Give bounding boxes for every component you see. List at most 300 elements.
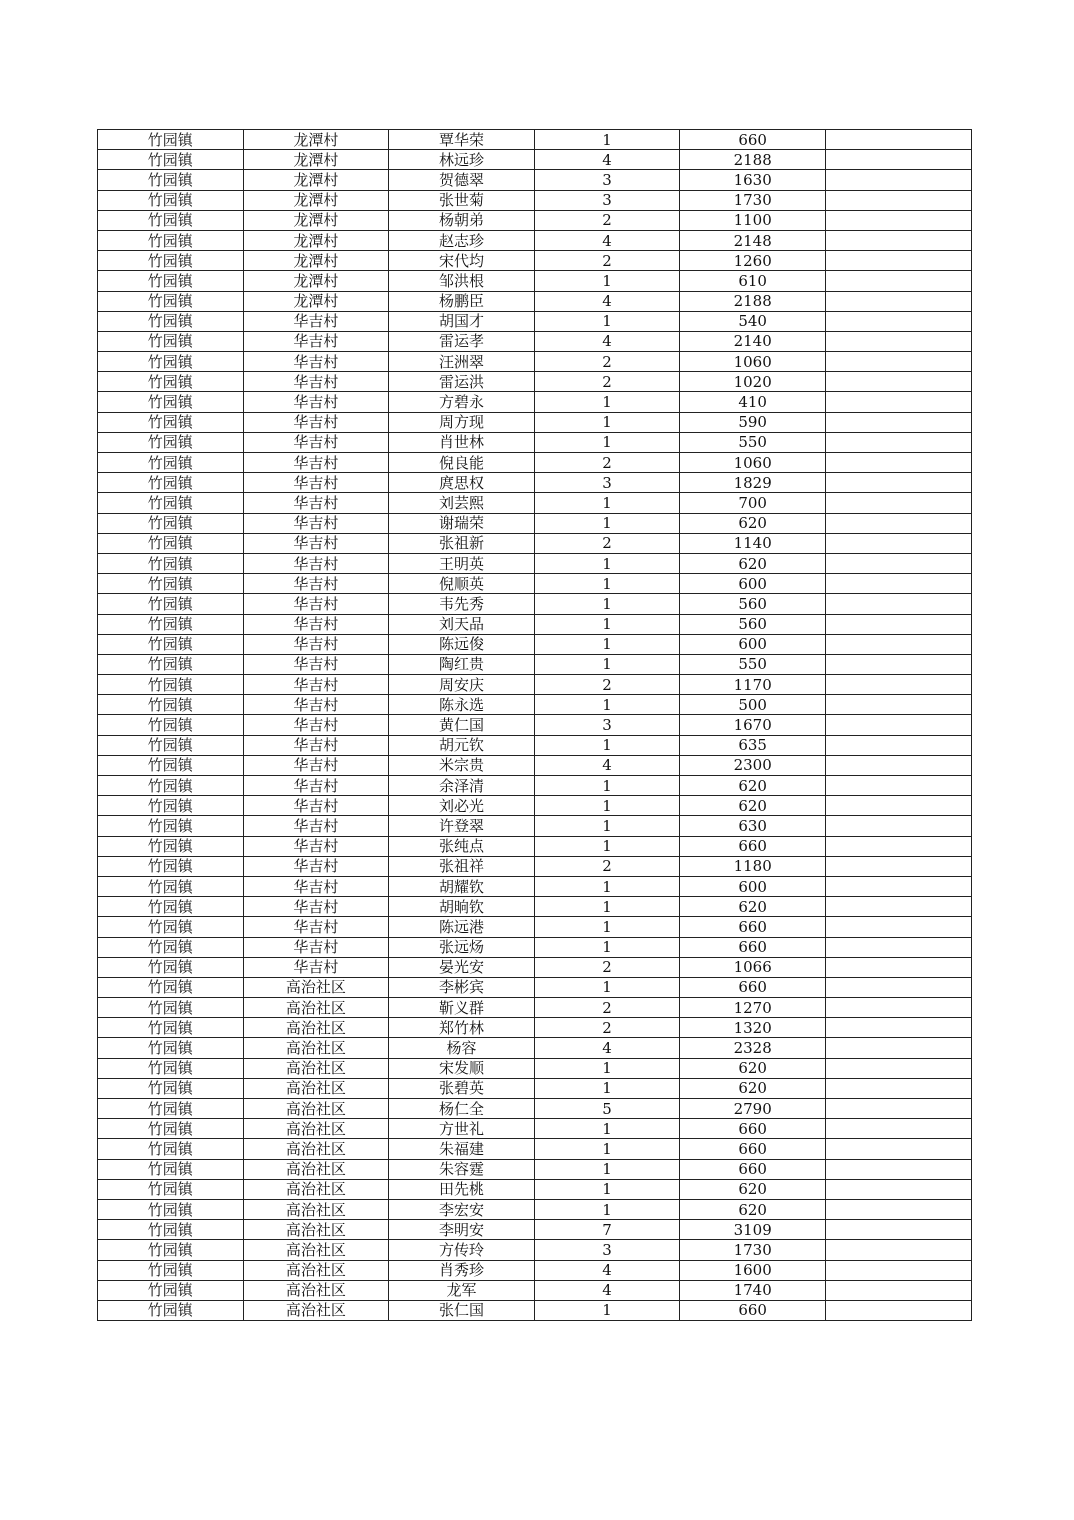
- amount-cell: 1730: [680, 190, 826, 210]
- amount-cell: 410: [680, 392, 826, 412]
- count-cell: 7: [534, 1220, 680, 1240]
- count-cell: 1: [534, 876, 680, 896]
- village-cell: 华吉村: [243, 755, 389, 775]
- count-cell: 1: [534, 695, 680, 715]
- table-row: [98, 1220, 972, 1240]
- count-cell: 1: [534, 1078, 680, 1098]
- note-cell: [825, 816, 971, 836]
- amount-cell: 1670: [680, 715, 826, 735]
- town-cell: 竹园镇: [98, 776, 244, 796]
- table-row: [98, 735, 972, 755]
- count-cell: 4: [534, 755, 680, 775]
- town-cell: 竹园镇: [98, 796, 244, 816]
- village-cell: 华吉村: [243, 352, 389, 372]
- count-cell: 5: [534, 1099, 680, 1119]
- note-cell: [825, 1199, 971, 1219]
- village-cell: 华吉村: [243, 311, 389, 331]
- note-cell: [825, 1119, 971, 1139]
- name-cell: 周安庆: [389, 675, 535, 695]
- count-cell: 2: [534, 453, 680, 473]
- town-cell: 竹园镇: [98, 574, 244, 594]
- note-cell: [825, 130, 971, 150]
- table-row: [98, 1159, 972, 1179]
- note-cell: [825, 614, 971, 634]
- name-cell: 邹洪根: [389, 271, 535, 291]
- note-cell: [825, 331, 971, 351]
- amount-cell: 1320: [680, 1018, 826, 1038]
- count-cell: 4: [534, 1260, 680, 1280]
- name-cell: 陈永选: [389, 695, 535, 715]
- village-cell: 华吉村: [243, 836, 389, 856]
- town-cell: 竹园镇: [98, 473, 244, 493]
- village-cell: 龙潭村: [243, 271, 389, 291]
- count-cell: 1: [534, 311, 680, 331]
- village-cell: 华吉村: [243, 695, 389, 715]
- note-cell: [825, 654, 971, 674]
- data-table: [97, 129, 972, 1321]
- amount-cell: 660: [680, 937, 826, 957]
- town-cell: 竹园镇: [98, 816, 244, 836]
- name-cell: 许登翠: [389, 816, 535, 836]
- amount-cell: 660: [680, 836, 826, 856]
- table-row: [98, 654, 972, 674]
- amount-cell: 1740: [680, 1280, 826, 1300]
- village-cell: 高治社区: [243, 998, 389, 1018]
- town-cell: 竹园镇: [98, 291, 244, 311]
- note-cell: [825, 432, 971, 452]
- name-cell: 朱容霆: [389, 1159, 535, 1179]
- village-cell: 华吉村: [243, 735, 389, 755]
- amount-cell: 1630: [680, 170, 826, 190]
- name-cell: 张远炀: [389, 937, 535, 957]
- note-cell: [825, 513, 971, 533]
- town-cell: 竹园镇: [98, 735, 244, 755]
- town-cell: 竹园镇: [98, 1119, 244, 1139]
- count-cell: 1: [534, 1058, 680, 1078]
- name-cell: 宋发顺: [389, 1058, 535, 1078]
- town-cell: 竹园镇: [98, 654, 244, 674]
- name-cell: 宋代均: [389, 251, 535, 271]
- name-cell: 庹思权: [389, 473, 535, 493]
- note-cell: [825, 1159, 971, 1179]
- village-cell: 华吉村: [243, 331, 389, 351]
- count-cell: 2: [534, 675, 680, 695]
- village-cell: 华吉村: [243, 513, 389, 533]
- table-row: [98, 1300, 972, 1320]
- name-cell: 靳义群: [389, 998, 535, 1018]
- note-cell: [825, 412, 971, 432]
- count-cell: 1: [534, 836, 680, 856]
- count-cell: 1: [534, 776, 680, 796]
- note-cell: [825, 1078, 971, 1098]
- table-row: [98, 311, 972, 331]
- table-row: [98, 977, 972, 997]
- table-row: [98, 998, 972, 1018]
- count-cell: 1: [534, 574, 680, 594]
- name-cell: 李宏安: [389, 1199, 535, 1219]
- note-cell: [825, 1018, 971, 1038]
- amount-cell: 590: [680, 412, 826, 432]
- name-cell: 方碧永: [389, 392, 535, 412]
- town-cell: 竹园镇: [98, 1159, 244, 1179]
- town-cell: 竹园镇: [98, 210, 244, 230]
- count-cell: 2: [534, 1018, 680, 1038]
- town-cell: 竹园镇: [98, 453, 244, 473]
- name-cell: 贺德翠: [389, 170, 535, 190]
- name-cell: 龙军: [389, 1280, 535, 1300]
- amount-cell: 1060: [680, 352, 826, 372]
- name-cell: 赵志珍: [389, 230, 535, 250]
- amount-cell: 620: [680, 513, 826, 533]
- name-cell: 张世菊: [389, 190, 535, 210]
- note-cell: [825, 251, 971, 271]
- town-cell: 竹园镇: [98, 190, 244, 210]
- count-cell: 1: [534, 1300, 680, 1320]
- village-cell: 华吉村: [243, 533, 389, 553]
- count-cell: 1: [534, 796, 680, 816]
- table-row: [98, 897, 972, 917]
- name-cell: 覃华荣: [389, 130, 535, 150]
- count-cell: 2: [534, 352, 680, 372]
- table-row: [98, 392, 972, 412]
- village-cell: 龙潭村: [243, 130, 389, 150]
- town-cell: 竹园镇: [98, 1240, 244, 1260]
- village-cell: 高治社区: [243, 1240, 389, 1260]
- village-cell: 华吉村: [243, 614, 389, 634]
- name-cell: 余泽清: [389, 776, 535, 796]
- note-cell: [825, 675, 971, 695]
- note-cell: [825, 190, 971, 210]
- town-cell: 竹园镇: [98, 331, 244, 351]
- village-cell: 华吉村: [243, 634, 389, 654]
- amount-cell: 550: [680, 654, 826, 674]
- count-cell: 1: [534, 594, 680, 614]
- town-cell: 竹园镇: [98, 432, 244, 452]
- table-row: [98, 553, 972, 573]
- count-cell: 1: [534, 816, 680, 836]
- count-cell: 2: [534, 372, 680, 392]
- note-cell: [825, 150, 971, 170]
- table-row: [98, 453, 972, 473]
- count-cell: 1: [534, 977, 680, 997]
- town-cell: 竹园镇: [98, 897, 244, 917]
- village-cell: 华吉村: [243, 453, 389, 473]
- amount-cell: 620: [680, 897, 826, 917]
- amount-cell: 2328: [680, 1038, 826, 1058]
- town-cell: 竹园镇: [98, 755, 244, 775]
- table-row: [98, 412, 972, 432]
- count-cell: 2: [534, 210, 680, 230]
- town-cell: 竹园镇: [98, 614, 244, 634]
- amount-cell: 660: [680, 130, 826, 150]
- amount-cell: 2300: [680, 755, 826, 775]
- count-cell: 1: [534, 412, 680, 432]
- count-cell: 1: [534, 897, 680, 917]
- table-row: [98, 1240, 972, 1260]
- count-cell: 1: [534, 271, 680, 291]
- village-cell: 高治社区: [243, 1058, 389, 1078]
- village-cell: 华吉村: [243, 412, 389, 432]
- note-cell: [825, 1139, 971, 1159]
- table-row: [98, 1038, 972, 1058]
- name-cell: 刘天品: [389, 614, 535, 634]
- village-cell: 龙潭村: [243, 210, 389, 230]
- village-cell: 华吉村: [243, 553, 389, 573]
- table-row: [98, 1058, 972, 1078]
- village-cell: 高治社区: [243, 1199, 389, 1219]
- village-cell: 华吉村: [243, 876, 389, 896]
- amount-cell: 1066: [680, 957, 826, 977]
- count-cell: 2: [534, 998, 680, 1018]
- note-cell: [825, 695, 971, 715]
- town-cell: 竹园镇: [98, 1058, 244, 1078]
- amount-cell: 1020: [680, 372, 826, 392]
- count-cell: 1: [534, 392, 680, 412]
- village-cell: 高治社区: [243, 1078, 389, 1098]
- table-row: [98, 170, 972, 190]
- village-cell: 华吉村: [243, 654, 389, 674]
- count-cell: 1: [534, 513, 680, 533]
- note-cell: [825, 1179, 971, 1199]
- name-cell: 韦先秀: [389, 594, 535, 614]
- table-row: [98, 513, 972, 533]
- name-cell: 胡国才: [389, 311, 535, 331]
- town-cell: 竹园镇: [98, 170, 244, 190]
- town-cell: 竹园镇: [98, 998, 244, 1018]
- note-cell: [825, 755, 971, 775]
- amount-cell: 660: [680, 1139, 826, 1159]
- amount-cell: 2140: [680, 331, 826, 351]
- count-cell: 3: [534, 190, 680, 210]
- table-row: [98, 695, 972, 715]
- note-cell: [825, 311, 971, 331]
- town-cell: 竹园镇: [98, 533, 244, 553]
- count-cell: 1: [534, 130, 680, 150]
- amount-cell: 1060: [680, 453, 826, 473]
- count-cell: 1: [534, 1139, 680, 1159]
- count-cell: 1: [534, 1159, 680, 1179]
- amount-cell: 620: [680, 1058, 826, 1078]
- note-cell: [825, 634, 971, 654]
- name-cell: 李彬宾: [389, 977, 535, 997]
- town-cell: 竹园镇: [98, 352, 244, 372]
- village-cell: 高治社区: [243, 1099, 389, 1119]
- note-cell: [825, 957, 971, 977]
- town-cell: 竹园镇: [98, 1260, 244, 1280]
- name-cell: 雷运洪: [389, 372, 535, 392]
- village-cell: 龙潭村: [243, 230, 389, 250]
- village-cell: 华吉村: [243, 675, 389, 695]
- name-cell: 胡元钦: [389, 735, 535, 755]
- name-cell: 周方现: [389, 412, 535, 432]
- name-cell: 张纯点: [389, 836, 535, 856]
- note-cell: [825, 372, 971, 392]
- count-cell: 1: [534, 1179, 680, 1199]
- note-cell: [825, 1240, 971, 1260]
- note-cell: [825, 735, 971, 755]
- table-row: [98, 432, 972, 452]
- amount-cell: 620: [680, 796, 826, 816]
- amount-cell: 1140: [680, 533, 826, 553]
- village-cell: 华吉村: [243, 594, 389, 614]
- village-cell: 高治社区: [243, 1260, 389, 1280]
- town-cell: 竹园镇: [98, 1280, 244, 1300]
- town-cell: 竹园镇: [98, 392, 244, 412]
- amount-cell: 620: [680, 776, 826, 796]
- table-row: [98, 1280, 972, 1300]
- town-cell: 竹园镇: [98, 1078, 244, 1098]
- town-cell: 竹园镇: [98, 715, 244, 735]
- village-cell: 高治社区: [243, 1300, 389, 1320]
- name-cell: 米宗贵: [389, 755, 535, 775]
- village-cell: 高治社区: [243, 1038, 389, 1058]
- note-cell: [825, 998, 971, 1018]
- amount-cell: 1829: [680, 473, 826, 493]
- count-cell: 1: [534, 735, 680, 755]
- count-cell: 1: [534, 493, 680, 513]
- town-cell: 竹园镇: [98, 1179, 244, 1199]
- town-cell: 竹园镇: [98, 271, 244, 291]
- village-cell: 华吉村: [243, 856, 389, 876]
- table-row: [98, 856, 972, 876]
- name-cell: 胡晌钦: [389, 897, 535, 917]
- note-cell: [825, 796, 971, 816]
- note-cell: [825, 1058, 971, 1078]
- count-cell: 1: [534, 1199, 680, 1219]
- village-cell: 华吉村: [243, 917, 389, 937]
- town-cell: 竹园镇: [98, 493, 244, 513]
- table-row: [98, 1119, 972, 1139]
- note-cell: [825, 352, 971, 372]
- name-cell: 陈远俊: [389, 634, 535, 654]
- village-cell: 华吉村: [243, 432, 389, 452]
- amount-cell: 1730: [680, 1240, 826, 1260]
- name-cell: 杨朝弟: [389, 210, 535, 230]
- table-row: [98, 533, 972, 553]
- amount-cell: 2148: [680, 230, 826, 250]
- note-cell: [825, 715, 971, 735]
- table-row: [98, 836, 972, 856]
- name-cell: 雷运孝: [389, 331, 535, 351]
- village-cell: 高治社区: [243, 1139, 389, 1159]
- name-cell: 杨鹏臣: [389, 291, 535, 311]
- amount-cell: 660: [680, 917, 826, 937]
- amount-cell: 700: [680, 493, 826, 513]
- table-row: [98, 190, 972, 210]
- amount-cell: 660: [680, 1159, 826, 1179]
- note-cell: [825, 876, 971, 896]
- name-cell: 王明英: [389, 553, 535, 573]
- name-cell: 田先桃: [389, 1179, 535, 1199]
- name-cell: 陶红贵: [389, 654, 535, 674]
- village-cell: 龙潭村: [243, 251, 389, 271]
- amount-cell: 610: [680, 271, 826, 291]
- note-cell: [825, 1220, 971, 1240]
- table-row: [98, 1199, 972, 1219]
- table-row: [98, 1078, 972, 1098]
- note-cell: [825, 917, 971, 937]
- amount-cell: 620: [680, 1078, 826, 1098]
- count-cell: 4: [534, 230, 680, 250]
- village-cell: 高治社区: [243, 1179, 389, 1199]
- table-row: [98, 755, 972, 775]
- village-cell: 高治社区: [243, 1159, 389, 1179]
- note-cell: [825, 594, 971, 614]
- village-cell: 华吉村: [243, 372, 389, 392]
- note-cell: [825, 977, 971, 997]
- town-cell: 竹园镇: [98, 876, 244, 896]
- town-cell: 竹园镇: [98, 675, 244, 695]
- town-cell: 竹园镇: [98, 412, 244, 432]
- name-cell: 倪良能: [389, 453, 535, 473]
- amount-cell: 2790: [680, 1099, 826, 1119]
- count-cell: 1: [534, 1119, 680, 1139]
- name-cell: 胡耀钦: [389, 876, 535, 896]
- count-cell: 2: [534, 251, 680, 271]
- name-cell: 杨容: [389, 1038, 535, 1058]
- table-row: [98, 816, 972, 836]
- town-cell: 竹园镇: [98, 977, 244, 997]
- note-cell: [825, 1300, 971, 1320]
- town-cell: 竹园镇: [98, 372, 244, 392]
- name-cell: 方传玲: [389, 1240, 535, 1260]
- name-cell: 方世礼: [389, 1119, 535, 1139]
- amount-cell: 2188: [680, 291, 826, 311]
- count-cell: 1: [534, 937, 680, 957]
- note-cell: [825, 1260, 971, 1280]
- town-cell: 竹园镇: [98, 957, 244, 977]
- town-cell: 竹园镇: [98, 150, 244, 170]
- count-cell: 3: [534, 1240, 680, 1260]
- table-row: [98, 271, 972, 291]
- name-cell: 黄仁国: [389, 715, 535, 735]
- town-cell: 竹园镇: [98, 130, 244, 150]
- name-cell: 郑竹林: [389, 1018, 535, 1038]
- village-cell: 华吉村: [243, 816, 389, 836]
- town-cell: 竹园镇: [98, 594, 244, 614]
- table-row: [98, 291, 972, 311]
- village-cell: 龙潭村: [243, 291, 389, 311]
- table-row: [98, 917, 972, 937]
- name-cell: 刘必光: [389, 796, 535, 816]
- table-row: [98, 331, 972, 351]
- amount-cell: 500: [680, 695, 826, 715]
- count-cell: 1: [534, 654, 680, 674]
- count-cell: 1: [534, 634, 680, 654]
- note-cell: [825, 210, 971, 230]
- table-row: [98, 251, 972, 271]
- table-row: [98, 1260, 972, 1280]
- amount-cell: 620: [680, 553, 826, 573]
- count-cell: 2: [534, 957, 680, 977]
- amount-cell: 560: [680, 614, 826, 634]
- town-cell: 竹园镇: [98, 695, 244, 715]
- village-cell: 龙潭村: [243, 170, 389, 190]
- table-row: [98, 210, 972, 230]
- town-cell: 竹园镇: [98, 1220, 244, 1240]
- name-cell: 朱福建: [389, 1139, 535, 1159]
- amount-cell: 560: [680, 594, 826, 614]
- count-cell: 4: [534, 291, 680, 311]
- note-cell: [825, 937, 971, 957]
- amount-cell: 1600: [680, 1260, 826, 1280]
- town-cell: 竹园镇: [98, 836, 244, 856]
- count-cell: 4: [534, 1038, 680, 1058]
- village-cell: 华吉村: [243, 473, 389, 493]
- town-cell: 竹园镇: [98, 553, 244, 573]
- amount-cell: 1180: [680, 856, 826, 876]
- amount-cell: 660: [680, 977, 826, 997]
